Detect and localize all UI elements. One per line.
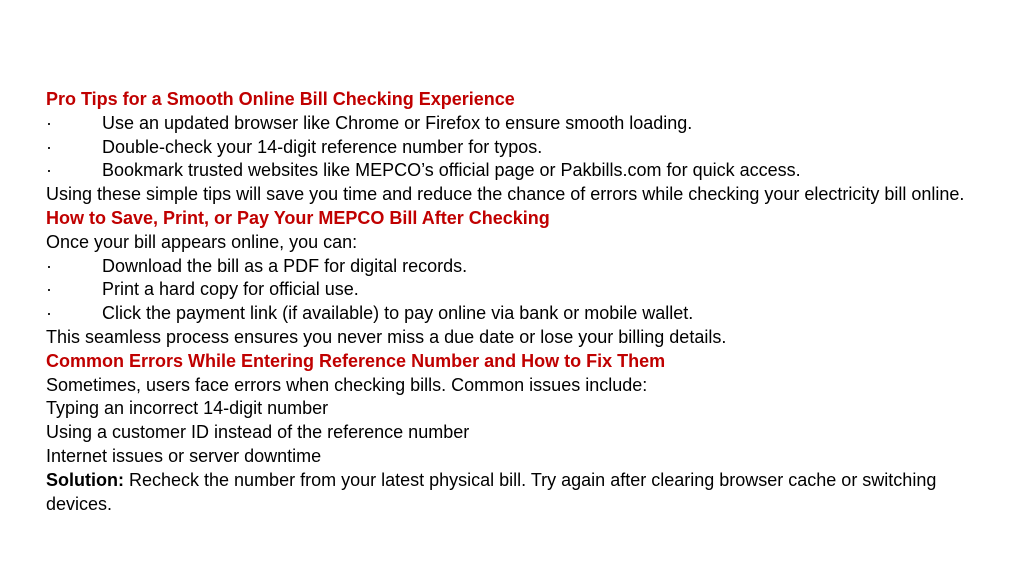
solution-text: Recheck the number from your latest physical bill. Try again after clearing browser cache or switching devices.	[46, 469, 937, 514]
errors-heading: Common Errors While Entering Reference Number and How to Fix Them	[46, 350, 666, 371]
save-print-pay-bullet-text: Click the payment link (if available) to pay online via bank or mobile wallet.	[102, 303, 694, 324]
tips-summary: Using these simple tips will save you time and reduce the chance of errors while checking your electricity bill online.	[46, 184, 965, 205]
save-print-pay-bullet-item	[46, 278, 986, 302]
bullet-marker: ·	[46, 303, 52, 324]
save-print-pay-intro: Once your bill appears online, you can:	[46, 231, 358, 252]
tips-bullet-item	[46, 136, 986, 160]
bullet-marker: ·	[46, 136, 52, 157]
errors-issue-item: Using a customer ID instead of the reference number	[46, 422, 470, 443]
tips-bullet-text: Bookmark trusted websites like MEPCO’s official page or Pakbills.com for quick access.	[102, 160, 801, 181]
tips-heading: Pro Tips for a Smooth Online Bill Checking Experience	[46, 89, 515, 109]
errors-issue-item: Internet issues or server downtime	[46, 445, 322, 466]
save-print-pay-bullet-text: Print a hard copy for official use.	[102, 279, 359, 300]
errors-solution	[46, 469, 986, 517]
tips-bullet-text: Use an updated browser like Chrome or Firefox to ensure smooth loading.	[102, 112, 693, 133]
tips-bullet-item	[46, 112, 986, 136]
document-page	[46, 88, 986, 516]
tips-bullet-item	[46, 159, 986, 183]
save-print-pay-bullet-item	[46, 255, 986, 279]
errors-issue-item: Typing an incorrect 14-digit number	[46, 398, 329, 419]
tips-bullet-text: Double-check your 14-digit reference number for typos.	[102, 136, 543, 157]
bullet-marker: ·	[46, 255, 52, 276]
save-print-pay-heading: How to Save, Print, or Pay Your MEPCO Bill After Checking	[46, 207, 550, 228]
bullet-marker: ·	[46, 112, 52, 133]
solution-label: Solution:	[46, 469, 124, 490]
bullet-marker: ·	[46, 160, 52, 181]
save-print-pay-bullet-text: Download the bill as a PDF for digital records.	[102, 255, 468, 276]
save-print-pay-bullet-item	[46, 302, 986, 326]
save-print-pay-summary: This seamless process ensures you never miss a due date or lose your billing details.	[46, 326, 727, 347]
bullet-marker: ·	[46, 279, 52, 300]
errors-intro: Sometimes, users face errors when checking bills. Common issues include:	[46, 374, 648, 395]
